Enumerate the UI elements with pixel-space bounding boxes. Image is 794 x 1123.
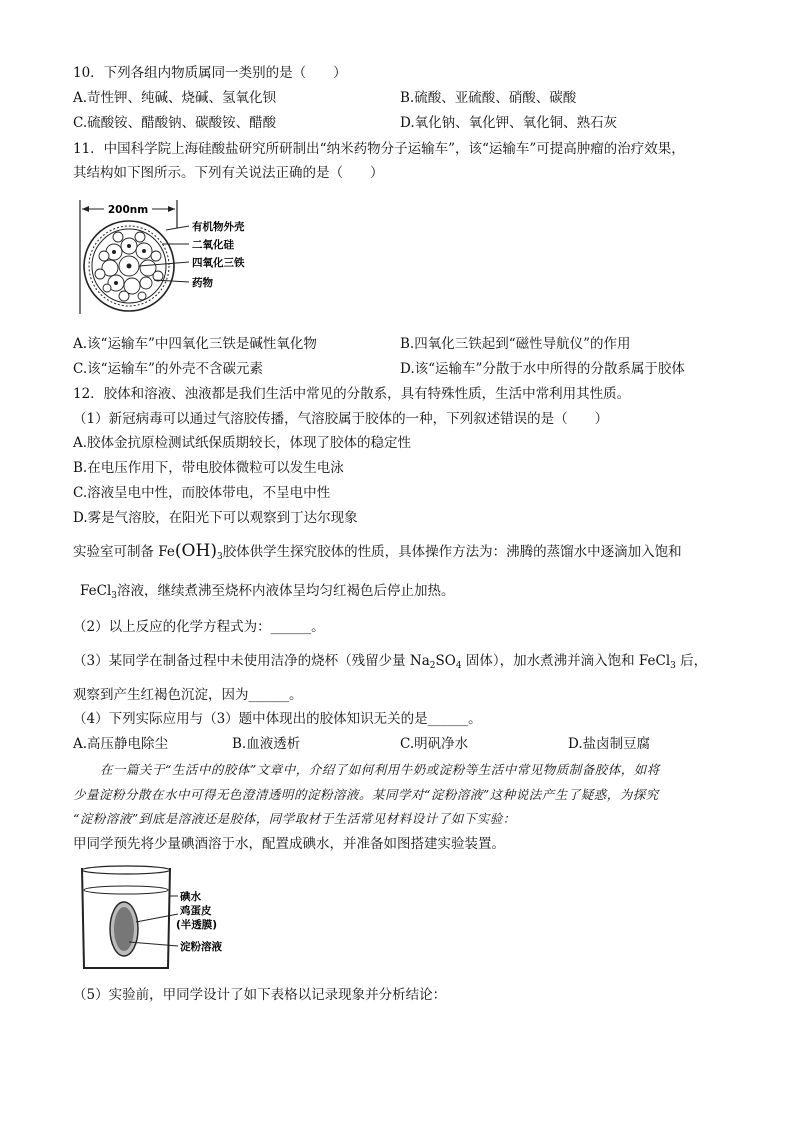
- label-eggshell-membrane: 鸡蛋皮: [180, 905, 212, 917]
- q12-part3-line1: （3）某同学在制备过程中未使用洁净的烧杯（残留少量 $Na_2SO_4$ 固体），加水煮沸并滴入饱和 FeCl$_3$ 后，: [73, 653, 708, 671]
- q12-part4-option-c: C.明矾净水: [400, 736, 469, 752]
- q11-option-b: B.四氧化三铁起到“磁性导航仪”的作用: [400, 336, 631, 352]
- lab-procedure-line1: 实验室可制备 $Fe(OH)_3$胶体供学生探究胶体的性质，具体操作方法为：沸腾的蒸馏水中逐滴加入饱和: [73, 541, 682, 562]
- q12-part4-option-b: B.血液透析: [232, 736, 301, 752]
- dialysis-diagram: [74, 862, 249, 974]
- label-semipermeable: (半透膜): [176, 919, 218, 931]
- q10-option-b: B.硫酸、亚硫酸、硝酸、碳酸: [400, 90, 577, 106]
- story-line3: “淀粉溶液”到底是溶液还是胶体，同学取材于生活常见材料设计了如下实验：: [73, 811, 516, 826]
- q12-part1: （1）新冠病毒可以通过气溶胶传播，气溶胶属于胶体的一种，下列叙述错误的是（ ）: [73, 411, 609, 427]
- label-silica: 二氧化硅: [192, 239, 234, 251]
- q10-stem: 10．下列各组内物质属同一类别的是（ ）: [73, 65, 347, 81]
- jia-setup: 甲同学预先将少量碘酒溶于水，配置成碘水，并准备如图搭建实验装置。: [73, 836, 505, 852]
- q12-part4: （4）下列实际应用与（3）题中体现出的胶体知识无关的是______。: [73, 711, 482, 727]
- q12-part4-option-a: A.高压静电除尘: [73, 736, 169, 752]
- q12-part5: （5）实验前，甲同学设计了如下表格以记录现象并分析结论：: [73, 987, 447, 1003]
- q11-option-a: A.该“运输车”中四氧化三铁是碱性氧化物: [73, 336, 317, 352]
- q10-option-d: D.氧化钠、氧化钾、氧化铜、熟石灰: [400, 115, 618, 131]
- q12-stem: 12．胶体和溶液、浊液都是我们生活中常见的分散系，具有特殊性质，生活中常利用其性质。: [73, 386, 631, 402]
- label-drug: 药物: [192, 277, 213, 289]
- q12-part1-option-d: D.雾是气溶胶，在阳光下可以观察到丁达尔现象: [73, 510, 358, 526]
- q11-stem-line2: 其结构如下图所示。下列有关说法正确的是（ ）: [73, 165, 384, 181]
- nano-carrier-figure: [74, 196, 274, 322]
- story-line2: 少量淀粉分散在水中可得无色澄清透明的淀粉溶液。某同学对“淀粉溶液”这种说法产生了疑惑，为探究: [73, 787, 659, 802]
- label-fe3o4: 四氧化三铁: [192, 257, 245, 269]
- dialysis-figure: [74, 862, 249, 974]
- nano-carrier-diagram: [74, 196, 274, 322]
- q10-option-c: C.硫酸铵、醋酸钠、碳酸铵、醋酸: [73, 115, 277, 131]
- q12-part1-option-c: C.溶液呈电中性，而胶体带电，不呈电中性: [73, 485, 331, 501]
- q12-part4-option-d: D.盐卤制豆腐: [568, 736, 651, 752]
- q12-part2: （2）以上反应的化学方程式为：______。: [73, 619, 325, 635]
- q11-stem-line1: 11．中国科学院上海硅酸盐研究所研制出“纳米药物分子运输车”，该“运输车”可提高肿瘤的治疗效果，: [73, 141, 685, 157]
- q12-part3-line2: 观察到产生红褐色沉淀，因为______。: [73, 687, 303, 703]
- label-iodine-water: 碘水: [180, 891, 201, 903]
- q11-option-d: D.该“运输车”分散于水中所得的分散系属于胶体: [400, 361, 685, 377]
- story-line1: 在一篇关于“生活中的胶体”文章中，介绍了如何利用牛奶或淀粉等生活中常见物质制备胶体，如将: [100, 762, 660, 777]
- figure-size-label: 200nm: [107, 204, 149, 216]
- q12-part1-option-a: A.胶体金抗原检测试纸保质期较长，体现了胶体的稳定性: [73, 435, 412, 451]
- q12-part1-option-b: B.在电压作用下，带电胶体微粒可以发生电泳: [73, 460, 344, 476]
- label-starch-solution: 淀粉溶液: [180, 941, 222, 953]
- q11-option-c: C.该“运输车”的外壳不含碳元素: [73, 361, 263, 377]
- q10-option-a: A.苛性钾、纯碱、烧碱、氢氧化钡: [73, 90, 277, 106]
- lab-procedure-line2: FeCl$_3$溶液，继续煮沸至烧杯内液体呈均匀红褐色后停止加热。: [80, 583, 455, 601]
- label-organic-shell: 有机物外壳: [192, 221, 245, 233]
